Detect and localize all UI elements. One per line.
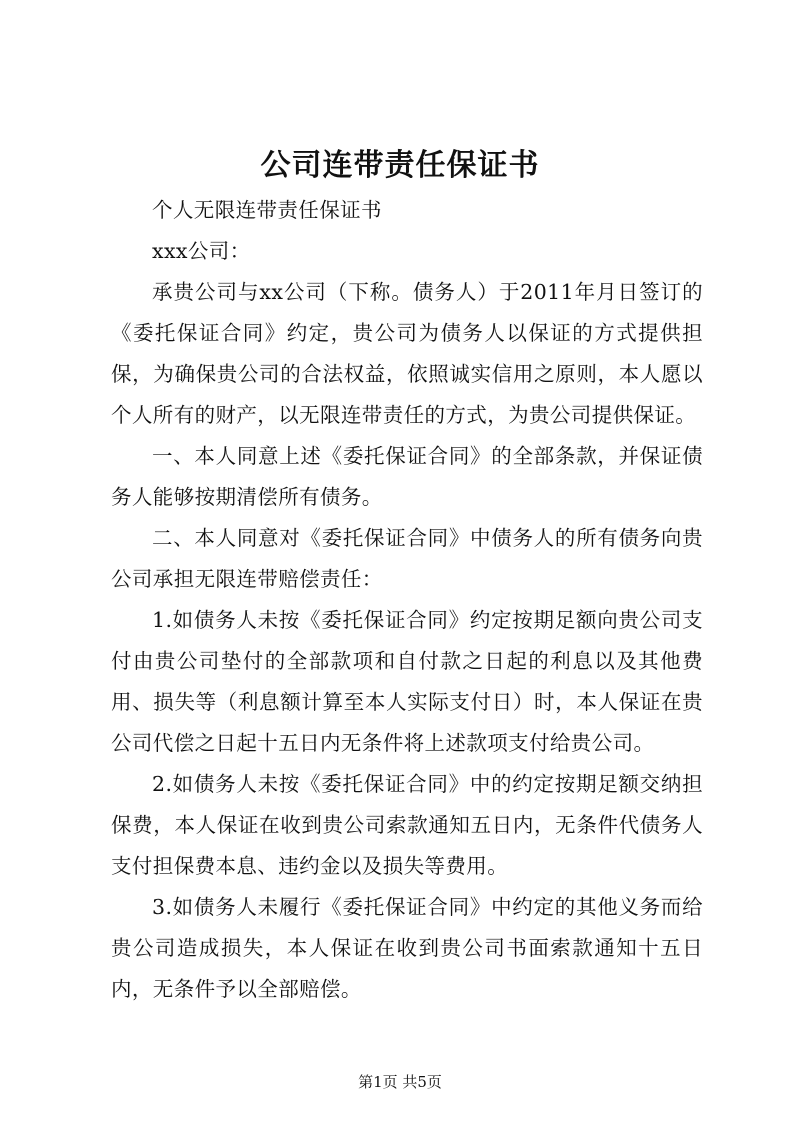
clause-1-paragraph: 一、本人同意上述《委托保证合同》的全部条款，并保证债务人能够按期清偿所有债务。 — [111, 444, 703, 509]
salutation-paragraph: xxx公司： — [152, 239, 251, 263]
sub-clause-3-paragraph: 3.如债务人未履行《委托保证合同》中约定的其他义务而给贵公司造成损失，本人保证在收到贵公司书面索款通知十五日内，无条件予以全部赔偿。 — [111, 895, 703, 1001]
document-title: 公司连带责任保证书 — [260, 148, 540, 183]
clause-2-paragraph: 二、本人同意对《委托保证合同》中债务人的所有债务向贵公司承担无限连带赔偿责任： — [111, 526, 703, 591]
intro-paragraph: 承贵公司与xx公司（下称。债务人）于2011年月日签订的《委托保证合同》约定，贵公司为债务人以保证的方式提供担保，为确保贵公司的合法权益，依照诚实信用之原则，本人愿以个人所有的财产，以无限连带责任的方式，为贵公司提供保证。 — [111, 280, 703, 427]
page-footer — [0, 1071, 800, 1092]
subtitle-paragraph: 个人无限连带责任保证书 — [152, 198, 382, 222]
page-number: 第1页 共5页 — [358, 1073, 442, 1091]
sub-clause-2-paragraph: 2.如债务人未按《委托保证合同》中的约定按期足额交纳担保费，本人保证在收到贵公司索款通知五日内，无条件代债务人支付担保费本息、违约金以及损失等费用。 — [111, 772, 703, 878]
document-body — [111, 190, 703, 1010]
sub-clause-1-paragraph: 1.如债务人未按《委托保证合同》约定按期足额向贵公司支付由贵公司垫付的全部款项和自付款之日起的利息以及其他费用、损失等（利息额计算至本人实际支付日）时，本人保证在贵公司代偿之日起十五日内无条件将上述款项支付给贵公司。 — [111, 608, 703, 755]
